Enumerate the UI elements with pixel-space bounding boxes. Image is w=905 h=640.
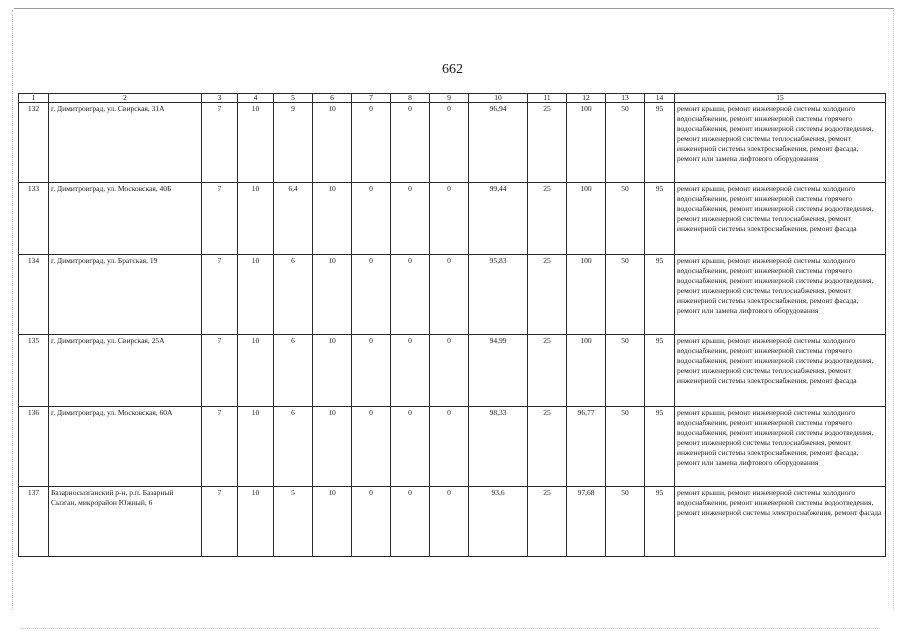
value-cell: 6,4 xyxy=(274,183,313,255)
value-cell: 10 xyxy=(313,335,352,407)
value-cell: 0 xyxy=(391,103,430,183)
value-cell: 25 xyxy=(528,103,567,183)
column-header: 7 xyxy=(352,94,391,103)
value-cell: 10 xyxy=(238,183,274,255)
value-cell: 6 xyxy=(274,335,313,407)
table-row xyxy=(19,487,886,557)
value-cell: 100 xyxy=(567,255,606,335)
column-header: 15 xyxy=(675,94,886,103)
row-number: 134 xyxy=(19,255,49,335)
value-cell: 0 xyxy=(352,183,391,255)
address-cell: г. Димитровград, ул. Братская, 19 xyxy=(49,255,202,335)
value-cell: 10 xyxy=(238,407,274,487)
value-cell: 10 xyxy=(238,255,274,335)
value-cell: 95,83 xyxy=(469,255,528,335)
scan-edge-right xyxy=(893,10,894,610)
table-row xyxy=(19,407,886,487)
column-header: 1 xyxy=(19,94,49,103)
repair-works-cell: ремонт крыши, ремонт инженерной системы холодного водоснабжения, ремонт инженерной системы горячего водоснабжения, ремонт инженерной системы водоотведения, ремонт инженерной системы теплоснабжения, ремонт инженерной системы электроснабжения, ремонт фасада xyxy=(675,335,886,407)
value-cell: 0 xyxy=(430,255,469,335)
row-number: 132 xyxy=(19,103,49,183)
address-cell: г. Димитровград, ул. Московская, 60А xyxy=(49,407,202,487)
value-cell: 0 xyxy=(391,255,430,335)
value-cell: 0 xyxy=(430,335,469,407)
column-header: 14 xyxy=(645,94,675,103)
value-cell: 50 xyxy=(606,407,645,487)
value-cell: 6 xyxy=(274,407,313,487)
repair-works-cell: ремонт крыши, ремонт инженерной системы холодного водоснабжения, ремонт инженерной системы горячего водоснабжения, ремонт инженерной системы водоотведения, ремонт инженерной системы теплоснабжения, ремонт инженерной системы электроснабжения, ремонт фасада, ремонт или замена лифтового оборудования xyxy=(675,255,886,335)
value-cell: 25 xyxy=(528,487,567,557)
value-cell: 7 xyxy=(202,103,238,183)
column-header: 9 xyxy=(430,94,469,103)
row-number: 135 xyxy=(19,335,49,407)
column-header: 13 xyxy=(606,94,645,103)
value-cell: 9 xyxy=(274,103,313,183)
column-header: 6 xyxy=(313,94,352,103)
table-row xyxy=(19,335,886,407)
value-cell: 95 xyxy=(645,103,675,183)
value-cell: 7 xyxy=(202,487,238,557)
value-cell: 0 xyxy=(352,103,391,183)
value-cell: 50 xyxy=(606,255,645,335)
value-cell: 25 xyxy=(528,407,567,487)
table-row xyxy=(19,183,886,255)
value-cell: 10 xyxy=(238,103,274,183)
value-cell: 5 xyxy=(274,487,313,557)
repair-works-cell: ремонт крыши, ремонт инженерной системы холодного водоснабжения, ремонт инженерной системы горячего водоснабжения, ремонт инженерной системы водоотведения, ремонт инженерной системы теплоснабжения, ремонт инженерной системы электроснабжения, ремонт фасада, ремонт или замена лифтового оборудования xyxy=(675,103,886,183)
table-row xyxy=(19,255,886,335)
column-header: 4 xyxy=(238,94,274,103)
value-cell: 0 xyxy=(391,407,430,487)
value-cell: 0 xyxy=(352,407,391,487)
value-cell: 0 xyxy=(430,103,469,183)
column-header: 8 xyxy=(391,94,430,103)
value-cell: 10 xyxy=(313,183,352,255)
value-cell: 95 xyxy=(645,255,675,335)
value-cell: 50 xyxy=(606,335,645,407)
value-cell: 98,33 xyxy=(469,407,528,487)
value-cell: 0 xyxy=(352,335,391,407)
value-cell: 50 xyxy=(606,487,645,557)
value-cell: 10 xyxy=(313,407,352,487)
address-cell: г. Димитровград, ул. Свирская, 25А xyxy=(49,335,202,407)
address-cell: Базарносызганский р-н, р.п. Базарный Сызган, микрорайон Южный, 6 xyxy=(49,487,202,557)
repair-works-cell: ремонт крыши, ремонт инженерной системы холодного водоснабжения, ремонт инженерной системы водоотведения, ремонт инженерной системы электроснабжения, ремонт фасада xyxy=(675,487,886,557)
row-number: 136 xyxy=(19,407,49,487)
value-cell: 0 xyxy=(352,487,391,557)
value-cell: 50 xyxy=(606,103,645,183)
value-cell: 25 xyxy=(528,183,567,255)
repair-program-table xyxy=(18,93,886,557)
value-cell: 93,6 xyxy=(469,487,528,557)
column-header: 10 xyxy=(469,94,528,103)
value-cell: 0 xyxy=(391,335,430,407)
value-cell: 0 xyxy=(391,183,430,255)
value-cell: 25 xyxy=(528,255,567,335)
value-cell: 97,68 xyxy=(567,487,606,557)
value-cell: 7 xyxy=(202,183,238,255)
value-cell: 100 xyxy=(567,103,606,183)
value-cell: 10 xyxy=(313,255,352,335)
value-cell: 99,44 xyxy=(469,183,528,255)
value-cell: 0 xyxy=(352,255,391,335)
value-cell: 95 xyxy=(645,335,675,407)
value-cell: 100 xyxy=(567,335,606,407)
value-cell: 7 xyxy=(202,407,238,487)
address-cell: г. Димитровград, ул. Свирская, 31А xyxy=(49,103,202,183)
address-cell: г. Димитровград, ул. Московская, 40Б xyxy=(49,183,202,255)
value-cell: 95 xyxy=(645,487,675,557)
value-cell: 96,77 xyxy=(567,407,606,487)
value-cell: 10 xyxy=(313,487,352,557)
row-number: 137 xyxy=(19,487,49,557)
scan-edge-top xyxy=(14,8,894,9)
value-cell: 10 xyxy=(238,487,274,557)
value-cell: 96,94 xyxy=(469,103,528,183)
column-header: 2 xyxy=(49,94,202,103)
value-cell: 0 xyxy=(430,407,469,487)
scan-edge-bottom xyxy=(20,628,880,629)
value-cell: 95 xyxy=(645,407,675,487)
value-cell: 10 xyxy=(313,103,352,183)
value-cell: 0 xyxy=(430,487,469,557)
column-header: 3 xyxy=(202,94,238,103)
repair-works-cell: ремонт крыши, ремонт инженерной системы холодного водоснабжения, ремонт инженерной системы горячего водоснабжения, ремонт инженерной системы водоотведения, ремонт инженерной системы теплоснабжения, ремонт инженерной системы электроснабжения, ремонт фасада, ремонт или замена лифтового оборудования xyxy=(675,407,886,487)
column-header: 11 xyxy=(528,94,567,103)
value-cell: 0 xyxy=(391,487,430,557)
value-cell: 10 xyxy=(238,335,274,407)
value-cell: 7 xyxy=(202,255,238,335)
scan-edge-left xyxy=(12,10,13,610)
value-cell: 7 xyxy=(202,335,238,407)
table-row xyxy=(19,103,886,183)
column-number-header-row xyxy=(19,94,886,103)
column-header: 5 xyxy=(274,94,313,103)
page-number: 662 xyxy=(442,62,463,77)
value-cell: 6 xyxy=(274,255,313,335)
column-header: 12 xyxy=(567,94,606,103)
value-cell: 100 xyxy=(567,183,606,255)
value-cell: 50 xyxy=(606,183,645,255)
row-number: 133 xyxy=(19,183,49,255)
value-cell: 0 xyxy=(430,183,469,255)
repair-works-cell: ремонт крыши, ремонт инженерной системы холодного водоснабжения, ремонт инженерной системы горячего водоснабжения, ремонт инженерной системы водоотведения, ремонт инженерной системы теплоснабжения, ремонт инженерной системы электроснабжения, ремонт фасада xyxy=(675,183,886,255)
value-cell: 95 xyxy=(645,183,675,255)
value-cell: 25 xyxy=(528,335,567,407)
value-cell: 94,99 xyxy=(469,335,528,407)
